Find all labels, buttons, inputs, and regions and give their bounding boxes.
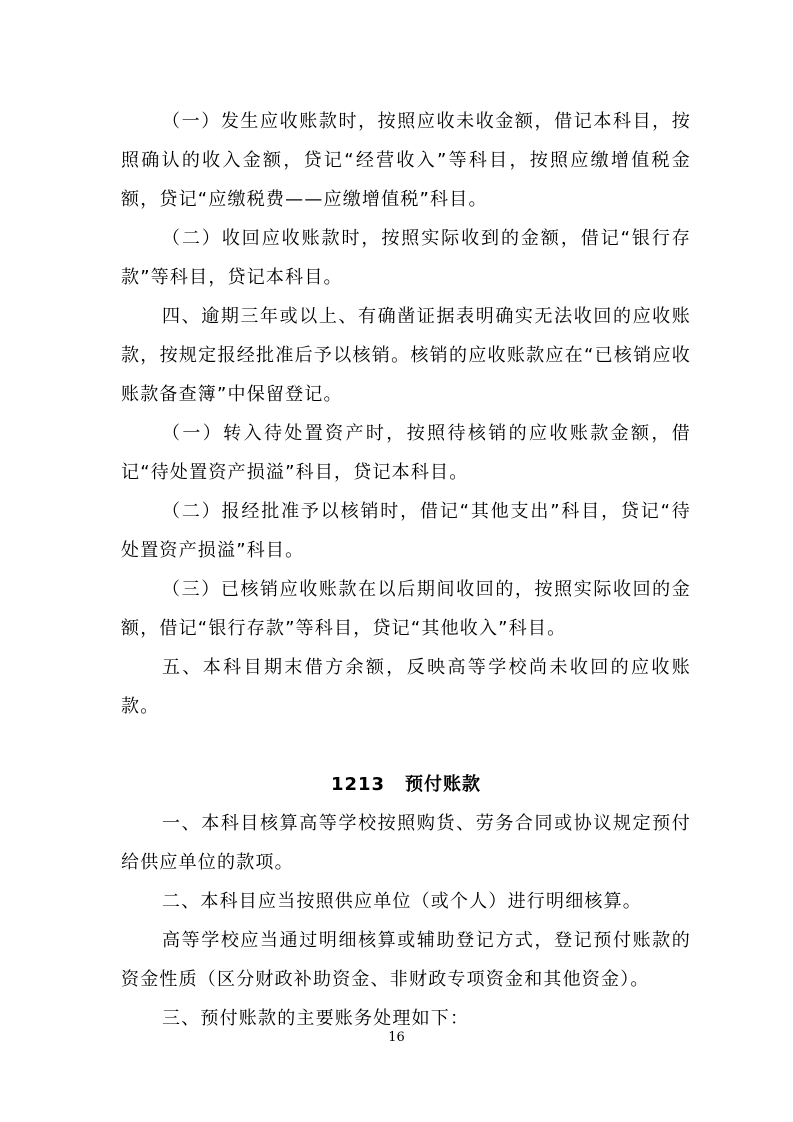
paragraph: （二）收回应收账款时，按照实际收到的金额，借记“银行存款”等科目，贷记本科目。 — [121, 228, 691, 288]
paragraph: （三）已核销应收账款在以后期间收回的，按照实际收回的金额，借记“银行存款”等科目，贷记“其他收入”科目。 — [121, 579, 691, 639]
paragraph: （一）发生应收账款时，按照应收未收金额，借记本科目，按照确认的收入金额，贷记“经营收入”等科目，按照应缴增值税金额，贷记“应缴税费——应缴增值税”科目。 — [121, 111, 691, 210]
paragraph: 一、本科目核算高等学校按照购货、劳务合同或协议规定预付给供应单位的款项。 — [121, 813, 691, 873]
paragraph: 三、预付账款的主要账务处理如下： — [162, 1008, 470, 1029]
document-body — [121, 102, 691, 1038]
section-heading — [121, 765, 691, 804]
section-code: 1213 — [330, 774, 386, 795]
paragraph: 二、本科目应当按照供应单位（或个人）进行明细核算。 — [162, 891, 642, 912]
paragraph: （二）报经批准予以核销时，借记“其他支出”科目，贷记“待处置资产损溢”科目。 — [121, 501, 691, 561]
paragraph: 五、本科目期末借方余额，反映高等学校尚未收回的应收账款。 — [121, 657, 691, 717]
paragraph: 四、逾期三年或以上、有确凿证据表明确实无法收回的应收账款，按规定报经批准后予以核销。核销的应收账款应在“已核销应收账款备查簿”中保留登记。 — [121, 306, 691, 405]
paragraph: 高等学校应当通过明细核算或辅助登记方式，登记预付账款的资金性质（区分财政补助资金、非财政专项资金和其他资金）。 — [121, 930, 691, 990]
section-title: 预付账款 — [405, 774, 482, 795]
paragraph: （一）转入待处置资产时，按照待核销的应收账款金额，借记“待处置资产损溢”科目，贷记本科目。 — [121, 423, 691, 483]
page-number: 16 — [388, 1030, 405, 1045]
